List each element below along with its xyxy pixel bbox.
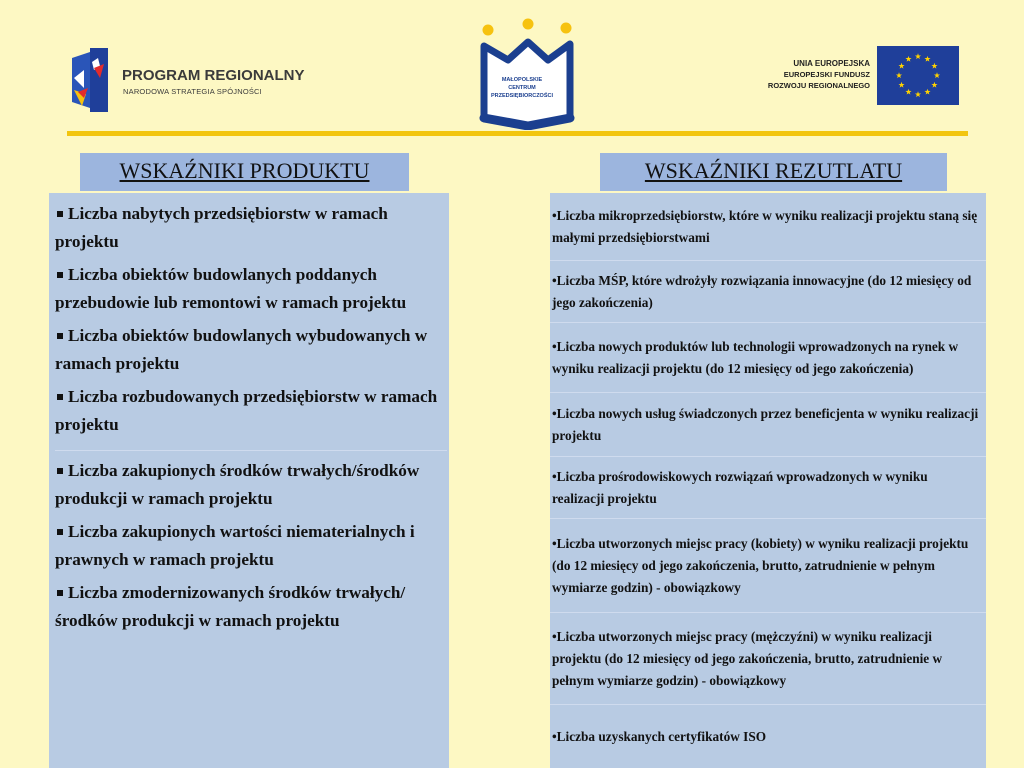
table-row: •Liczba nowych produktów lub technologii wprowadzonych na rynek w wyniku realizacji projektu (do 12 miesięcy od jego zakończenia): [550, 323, 986, 393]
malopolskie-centrum-logo: [478, 18, 578, 130]
result-indicators-title: WSKAŹNIKI REZUTLATU: [600, 153, 947, 191]
list-item: Liczba obiektów budowlanych wybudowanych w ramach projektu: [55, 326, 428, 373]
square-bullet-icon: [57, 333, 63, 339]
square-bullet-icon: [57, 394, 63, 400]
product-indicators-title: WSKAŹNIKI PRODUKTU: [80, 153, 409, 191]
table-row: •Liczba MŚP, które wdrożyły rozwiązania innowacyjne (do 12 miesięcy od jego zakończenia): [550, 261, 986, 323]
eu-flag-icon: [877, 46, 959, 105]
list-item: Liczba zmodernizowanych środków trwałych/środków produkcji w ramach projektu: [55, 583, 406, 630]
list-item: Liczba obiektów budowlanych poddanych przebudowie lub remontowi w ramach projektu: [55, 265, 407, 312]
square-bullet-icon: [57, 272, 63, 278]
program-regionalny-logo-icon: [70, 48, 116, 112]
product-group: [55, 457, 447, 646]
table-row: •Liczba uzyskanych certyfikatów ISO: [552, 728, 767, 744]
eu-text: UNIA EUROPEJSKA EUROPEJSKI FUNDUSZ ROZWOJU REGIONALNEGO: [767, 59, 870, 90]
list-item: Liczba zakupionych środków trwałych/środków produkcji w ramach projektu: [55, 461, 420, 508]
product-group: [55, 200, 447, 451]
program-regionalny-logo: [70, 48, 320, 112]
square-bullet-icon: [57, 590, 63, 596]
table-row: •Liczba utworzonych miejsc pracy (kobiety) w wyniku realizacji projektu (do 12 miesięcy od jego zakończenia, brutto, zatrudnienie w pełnym wymiarze godzin) - obowiązkowy: [550, 519, 986, 613]
program-title: PROGRAM REGIONALNY: [122, 67, 305, 84]
table-row: •Liczba prośrodowiskowych rozwiązań wprowadzonych w wyniku realizacji projektu: [550, 457, 986, 519]
program-subtitle: NARODOWA STRATEGIA SPÓJNOŚCI: [123, 87, 262, 96]
square-bullet-icon: [57, 211, 63, 217]
list-item: Liczba zakupionych wartości niematerialnych i prawnych w ramach projektu: [55, 522, 415, 569]
result-indicators-table: [550, 193, 986, 768]
header-divider: [67, 131, 968, 136]
table-row: •Liczba mikroprzedsiębiorstw, które w wyniku realizacji projektu staną się małymi przedsiębiorstwami: [550, 193, 986, 261]
product-indicators-list: [49, 193, 449, 768]
table-row: •Liczba nowych usług świadczonych przez beneficjenta w wyniku realizacji projektu: [550, 393, 986, 457]
malopolskie-centrum-crown-icon: [478, 18, 578, 130]
square-bullet-icon: [57, 529, 63, 535]
table-row: •Liczba utworzonych miejsc pracy (mężczyźni) w wyniku realizacji projektu (do 12 miesięcy od jego zakończenia, brutto, zatrudnienie w pełnym wymiarze godzin) - obowiązkowy: [550, 613, 986, 705]
malopolskie-centrum-text: MAŁOPOLSKIE CENTRUM PRZEDSIĘBIORCZOŚCI: [490, 77, 554, 99]
list-item: Liczba nabytych przedsiębiorstw w ramach projektu: [55, 204, 388, 251]
square-bullet-icon: [57, 468, 63, 474]
list-item: Liczba rozbudowanych przedsiębiorstw w ramach projektu: [55, 387, 438, 434]
